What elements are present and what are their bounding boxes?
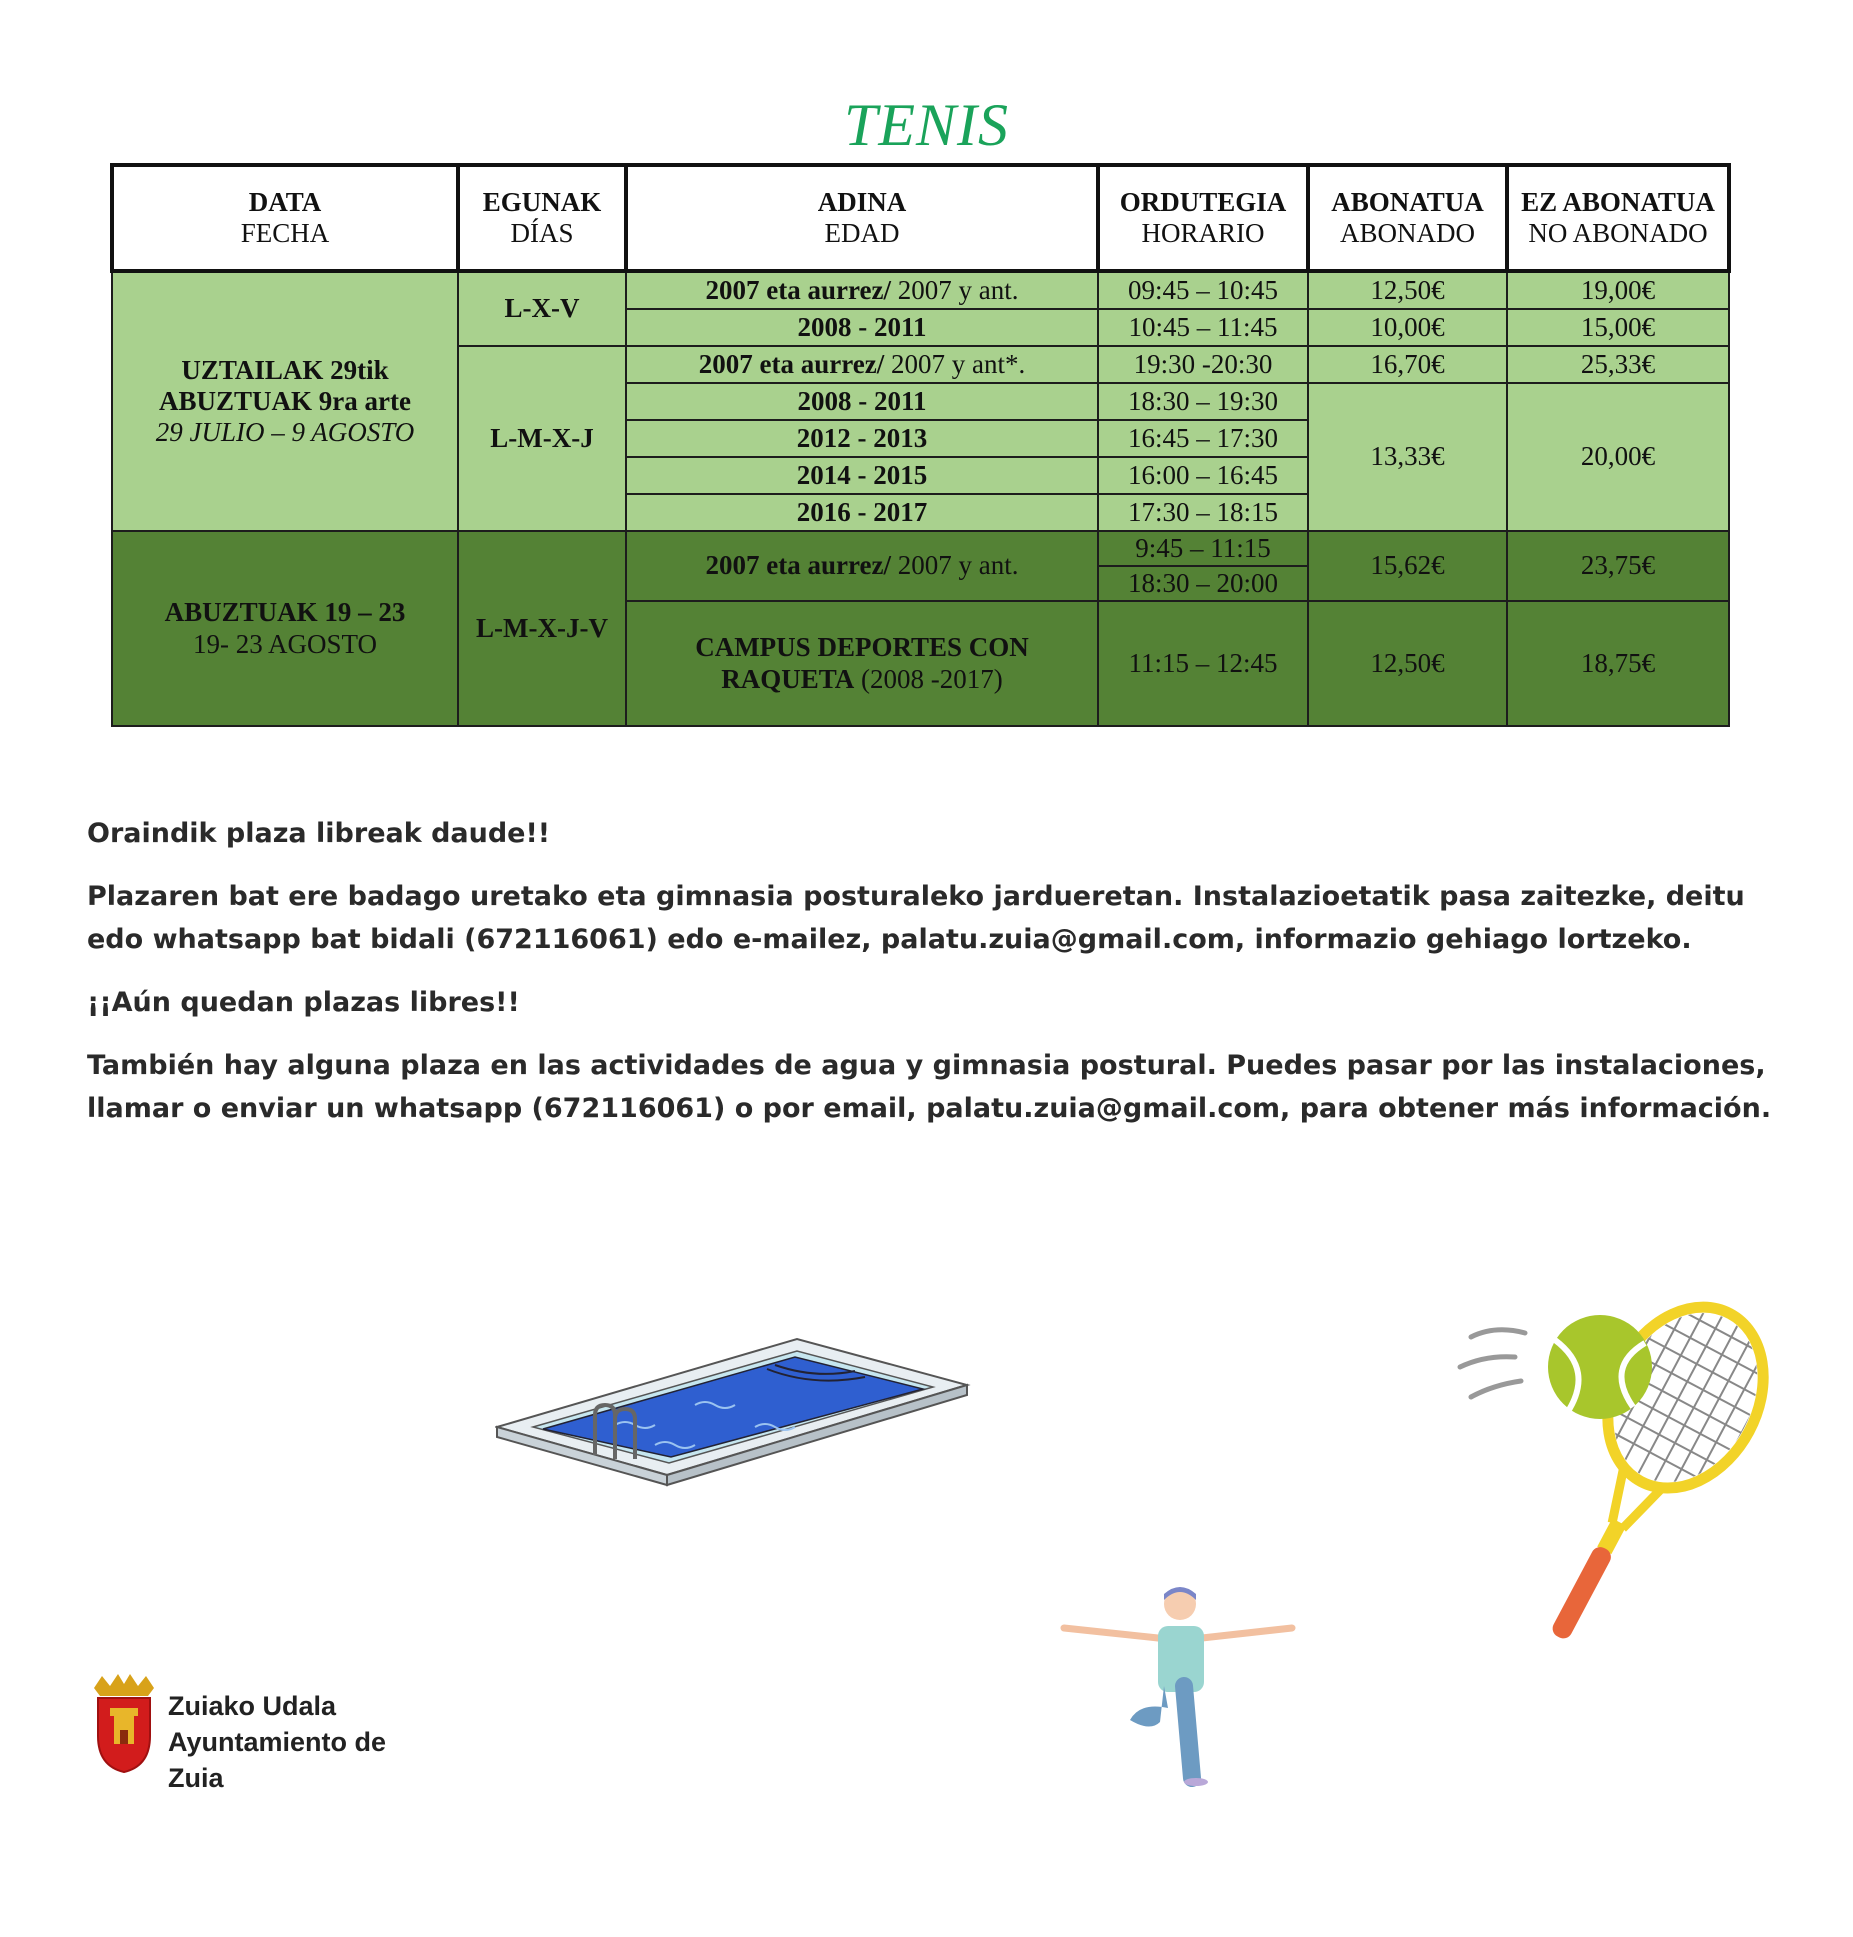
notice-eu-title: Oraindik plaza libreak daude!! [87, 818, 551, 849]
table-header-row [112, 165, 1729, 271]
price-member: 12,50€ [1308, 601, 1507, 726]
price-member: 16,70€ [1308, 346, 1507, 383]
logo-line2: Ayuntamiento de Zuia [168, 1727, 387, 1793]
table-row [112, 271, 1729, 309]
time-cell: 18:30 – 20:00 [1098, 566, 1308, 601]
price-non-member: 18,75€ [1507, 601, 1729, 726]
notice-es-title: ¡¡Aún quedan plazas libres!! [87, 987, 520, 1018]
time-cell: 11:15 – 12:45 [1098, 601, 1308, 726]
period1-days-a: L-X-V [458, 271, 626, 346]
time-cell: 9:45 – 11:15 [1098, 531, 1308, 566]
period2-date: ABUZTUAK 19 – 23 19- 23 AGOSTO [112, 531, 458, 726]
time-cell: 09:45 – 10:45 [1098, 271, 1308, 309]
municipal-logo [88, 1674, 408, 1793]
period2-days: L-M-X-J-V [458, 531, 626, 726]
age-cell: 2007 eta aurrez/ 2007 y ant. [626, 271, 1098, 309]
age-cell: 2007 eta aurrez/ 2007 y ant*. [626, 346, 1098, 383]
age-cell: 2016 - 2017 [626, 494, 1098, 531]
notice-es-body: También hay alguna plaza en las actividades de agua y gimnasia postural. Puedes pasar por las instalaciones, llamar o enviar un whatsapp (672116061) o por email, palatu.zuia@gmail.com, para obtener más información. [87, 1050, 1772, 1124]
age-cell: 2008 - 2011 [626, 309, 1098, 346]
price-non-member: 15,00€ [1507, 309, 1729, 346]
price-non-member: 25,33€ [1507, 346, 1729, 383]
schedule-table [110, 163, 1731, 727]
period1-days-b: L-M-X-J [458, 346, 626, 531]
header-date: DATA FECHA [112, 165, 458, 271]
age-cell: 2014 - 2015 [626, 457, 1098, 494]
price-member: 15,62€ [1308, 531, 1507, 601]
header-non-member: EZ ABONATUA NO ABONADO [1507, 165, 1729, 271]
time-cell: 19:30 -20:30 [1098, 346, 1308, 383]
logo-line1: Zuiako Udala [168, 1691, 337, 1721]
header-days: EGUNAK DÍAS [458, 165, 626, 271]
age-cell: 2012 - 2013 [626, 420, 1098, 457]
price-member-group: 13,33€ [1308, 383, 1507, 531]
price-member: 10,00€ [1308, 309, 1507, 346]
time-cell: 10:45 – 11:45 [1098, 309, 1308, 346]
time-cell: 16:45 – 17:30 [1098, 420, 1308, 457]
time-cell: 18:30 – 19:30 [1098, 383, 1308, 420]
header-member: ABONATUA ABONADO [1308, 165, 1507, 271]
table-row [112, 531, 1729, 566]
age-cell: 2007 eta aurrez/ 2007 y ant. [626, 531, 1098, 601]
notice-eu-body: Plazaren bat ere badago uretako eta gimnasia posturaleko jardueretan. Instalazioetatik pasa zaitezke, deitu edo whatsapp bat bidali (672116061) edo e-mailez, palatu.zuia@gmail.com, informazio gehiago lortzeko. [87, 881, 1745, 955]
price-member: 12,50€ [1308, 271, 1507, 309]
page-title: TENIS [843, 92, 1010, 158]
coat-of-arms-icon [88, 1674, 160, 1774]
time-cell: 17:30 – 18:15 [1098, 494, 1308, 531]
period1-date: UZTAILAK 29tik ABUZTUAK 9ra arte 29 JULIO – 9 AGOSTO [112, 271, 458, 531]
time-cell: 16:00 – 16:45 [1098, 457, 1308, 494]
age-cell: CAMPUS DEPORTES CON RAQUETA (2008 -2017) [626, 601, 1098, 726]
info-text [87, 812, 1787, 1150]
swimming-pool-icon [495, 1335, 975, 1495]
yoga-person-icon [1060, 1582, 1300, 1792]
header-age: ADINA EDAD [626, 165, 1098, 271]
price-non-member: 19,00€ [1507, 271, 1729, 309]
header-schedule: ORDUTEGIA HORARIO [1098, 165, 1308, 271]
price-non-member: 23,75€ [1507, 531, 1729, 601]
age-cell: 2008 - 2011 [626, 383, 1098, 420]
tennis-racket-ball-icon [1455, 1295, 1775, 1675]
price-non-member-group: 20,00€ [1507, 383, 1729, 531]
